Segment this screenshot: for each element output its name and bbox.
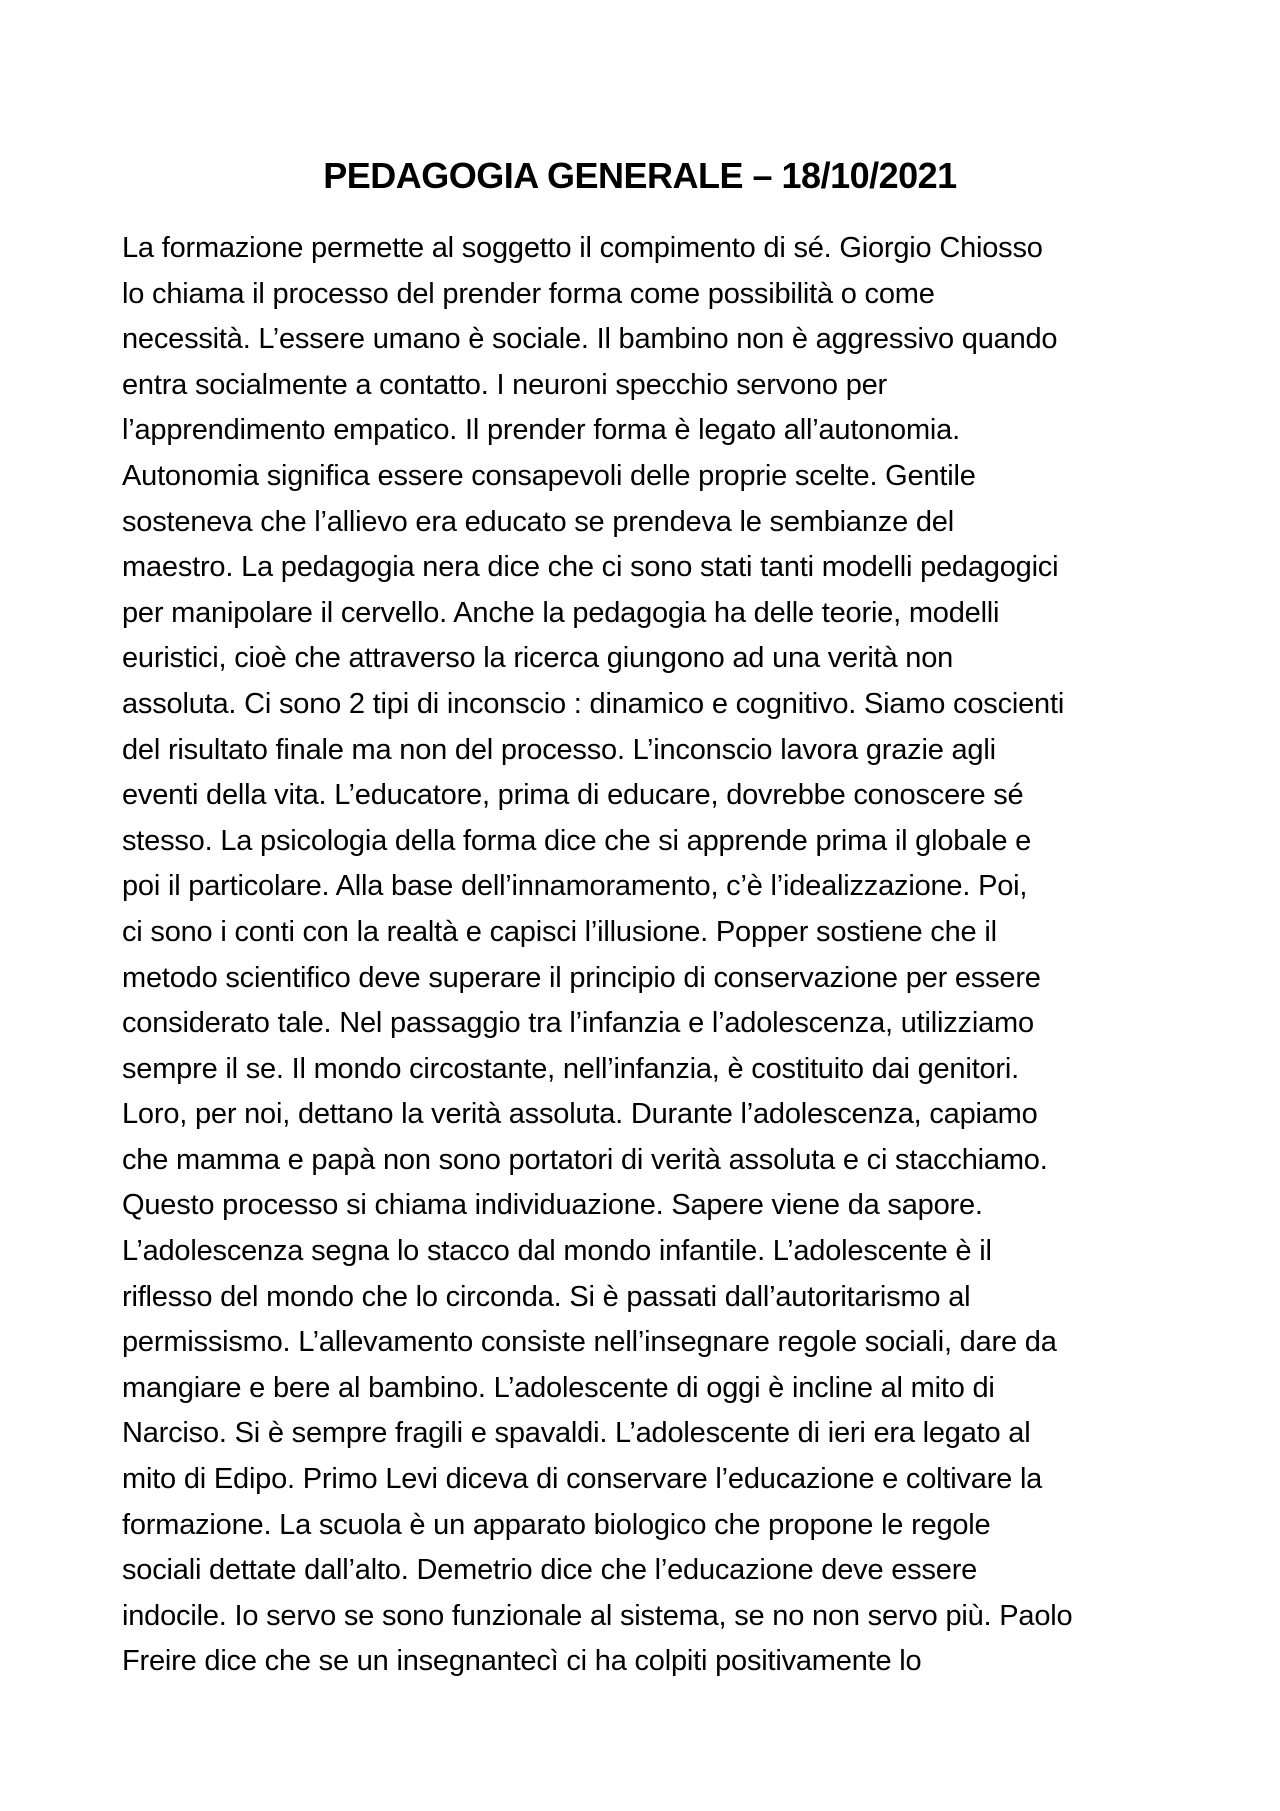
text-line: L’adolescenza segna lo stacco dal mondo infantile. L’adolescente è il <box>122 1235 992 1268</box>
text-line: Loro, per noi, dettano la verità assoluta. Durante l’adolescenza, capiamo <box>122 1098 1038 1131</box>
text-line: entra socialmente a contatto. I neuroni specchio servono per <box>122 368 888 401</box>
text-line: maestro. La pedagogia nera dice che ci sono stati tanti modelli pedagogici <box>122 551 1059 584</box>
text-line: euristici, cioè che attraverso la ricerca giungono ad una verità non <box>122 642 954 675</box>
text-line: necessità. L’essere umano è sociale. Il bambino non è aggressivo quando <box>122 323 1058 356</box>
text-line: Freire dice che se un insegnantecì ci ha colpiti positivamente lo <box>122 1645 922 1678</box>
text-line: sociali dettate dall’alto. Demetrio dice che l’educazione deve essere <box>122 1554 978 1587</box>
text-line: Autonomia significa essere consapevoli delle proprie scelte. Gentile <box>122 459 976 492</box>
text-line: che mamma e papà non sono portatori di verità assoluta e ci stacchiamo. <box>122 1143 1048 1176</box>
text-line: Questo processo si chiama individuazione. Sapere viene da sapore. <box>122 1189 983 1222</box>
text-line: Narciso. Si è sempre fragili e spavaldi. L’adolescente di ieri era legato al <box>122 1417 1031 1450</box>
text-line: formazione. La scuola è un apparato biologico che propone le regole <box>122 1508 991 1541</box>
text-line: assoluta. Ci sono 2 tipi di inconscio : dinamico e cognitivo. Siamo coscienti <box>122 687 1065 720</box>
text-line: mangiare e bere al bambino. L’adolescente di oggi è incline al mito di <box>122 1371 995 1404</box>
text-line: mito di Edipo. Primo Levi diceva di conservare l’educazione e coltivare la <box>122 1463 1043 1496</box>
text-line: La formazione permette al soggetto il compimento di sé. Giorgio Chiosso <box>122 232 1043 264</box>
document-body <box>122 226 1172 1685</box>
document-title: PEDAGOGIA GENERALE – 18/10/2021 <box>323 155 957 196</box>
text-line: riflesso del mondo che lo circonda. Si è passati dall’autoritarismo al <box>122 1280 971 1313</box>
text-line: permissismo. L’allevamento consiste nell’insegnare regole sociali, dare da <box>122 1326 1057 1359</box>
text-line: del risultato finale ma non del processo. L’inconscio lavora grazie agli <box>122 733 996 766</box>
text-line: stesso. La psicologia della forma dice che si apprende prima il globale e <box>122 824 1032 857</box>
text-line: metodo scientifico deve superare il principio di conservazione per essere <box>122 961 1041 994</box>
text-line: indocile. Io servo se sono funzionale al sistema, se no non servo più. Paolo <box>122 1599 1073 1632</box>
text-line: sempre il se. Il mondo circostante, nell’infanzia, è costituito dai genitori. <box>122 1052 1019 1085</box>
text-line: considerato tale. Nel passaggio tra l’infanzia e l’adolescenza, utilizziamo <box>122 1007 1034 1040</box>
text-line: poi il particolare. Alla base dell’innamoramento, c’è l’idealizzazione. Poi, <box>122 870 1028 903</box>
text-line: ci sono i conti con la realtà e capisci l’illusione. Popper sostiene che il <box>122 915 997 948</box>
text-line: lo chiama il processo del prender forma come possibilità o come <box>122 277 935 310</box>
text-line: l’apprendimento empatico. Il prender forma è legato all’autonomia. <box>122 414 960 447</box>
text-line: eventi della vita. L’educatore, prima di educare, dovrebbe conoscere sé <box>122 779 1024 812</box>
text-line: per manipolare il cervello. Anche la pedagogia ha delle teorie, modelli <box>122 596 1000 629</box>
text-line: sosteneva che l’allievo era educato se prendeva le sembianze del <box>122 505 954 538</box>
